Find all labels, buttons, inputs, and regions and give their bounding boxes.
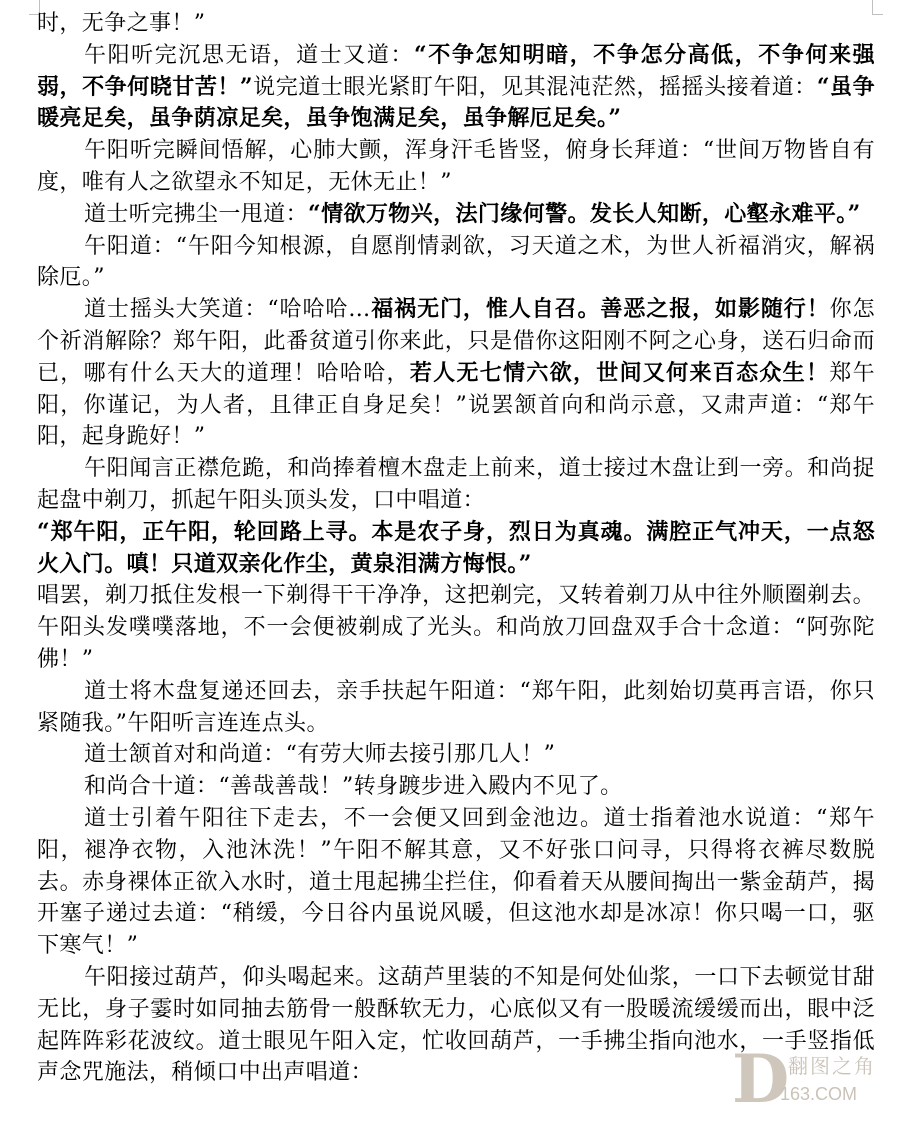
paragraph (37, 453, 875, 517)
bold-text-run: “虽争暖亮足矣，虽争荫凉足矣，虽争饱满足矣，虽争解厄足矣。” (37, 73, 876, 132)
text-run: 道士听完拂尘一甩道： (84, 201, 309, 227)
text-run: 郑午阳，你谨记，为人者，且律正自身足矣！”说罢颔首向和尚示意，又肃声道：“郑午阳，起身跪好！” (37, 360, 875, 450)
paragraph (37, 771, 875, 803)
text-run: 道士将木盘复递还回去，亲手扶起午阳道：“郑午阳，此刻始切莫再言语，你只紧随我。”午阳听言连连点头。 (37, 678, 875, 736)
text-run: 道士颔首对和尚道：“有劳大师去接引那几人！” (84, 742, 556, 768)
text-run: 午阳闻言正襟危跪，和尚捧着檀木盘走上前来，道士接过木盘让到一旁。和尚捉起盘中剃刀，抓起午阳头顶头发，口中唱道： (37, 456, 875, 513)
bold-text-run: “不争怎知明暗，不争怎分高低，不争何来强弱，不争何晓甘苦！” (37, 41, 876, 100)
paragraph (37, 803, 875, 962)
text-run: 唱罢，剃刀抵住发根一下剃得干干净净，这把剃完，又转着剃刀从中往外顺圈剃去。午阳头发噗噗落地，不一会便被剃成了光头。和尚放刀回盘双手合十念道：“阿弥陀佛！” (37, 583, 875, 672)
watermark-text: 翻图之角 (788, 1054, 876, 1078)
paragraph (37, 580, 875, 675)
bold-text-run: 若人无七情六欲，世间又何来百态众生！ (409, 359, 830, 386)
paragraph (37, 231, 875, 295)
text-run: 说完道士眼光紧盯午阳，见其混沌茫然，摇摇头接着道： (253, 74, 817, 100)
watermark-letter: D (732, 1040, 790, 1118)
paragraph (37, 739, 875, 771)
bold-text-run: 福祸无门，惟人自召。善恶之报，如影随行！ (370, 296, 830, 323)
text-run: 午阳道：“午阳今知根源，自愿削情剥欲，习天道之术，为世人祈福消灾，解祸除厄。” (37, 233, 875, 291)
text-run: 午阳接过葫芦，仰头喝起来。这葫芦里装的不知是何处仙浆，一口下去顿觉甘甜无比，身子霎时如同抽去筋骨一般酥软无力，心底似又有一股暖流缓缓而出，眼中泛起阵阵彩花波纹。道士眼见午阳入定，忙收回葫芦，一手拂尘指向池水，一手竖指低声念咒施法，稍倾口中出声唱道： (37, 964, 875, 1086)
text-run: 道士引着午阳往下走去，不一会便又回到金池边。道士指着池水说道：“郑午阳，褪净衣物，入池沐洗！”午阳不解其意，又不好张口问寻，只得将衣裤尽数脱去。赤身裸体正欲入水时，道士甩起拂尘拦住，仰看着天从腰间掏出一紫金葫芦，揭开塞子递过去道：“稍缓，今日谷内虽说风暖，但这池水却是冰凉！你只喝一口，驱下寒气！” (37, 805, 875, 959)
text-run: 你怎个祈消解除？郑午阳，此番贫道引你来此，只是借你这阳刚不阿之心身，送石归命而已，哪有什么天大的道理！哈哈哈， (37, 297, 875, 386)
bold-text-run: “郑午阳，正午阳，轮回路上寻。本是农子身，烈日为真魂。满腔正气冲天，一点怒火入门。嗔！只道双亲化作尘，黄泉泪满方悔恨。” (37, 518, 875, 577)
paragraph (37, 8, 875, 40)
watermark-url: 163.COM (780, 1084, 858, 1104)
paragraph (37, 676, 875, 740)
paragraph (37, 517, 875, 581)
paragraph (37, 199, 875, 231)
bold-text-run: “情欲万物兴，法门缘何警。发长人知断，心壑永难平。” (308, 200, 861, 227)
text-run: 午阳听完沉思无语，道士又道： (84, 42, 415, 68)
paragraph (37, 962, 875, 1089)
document-body (37, 8, 875, 1089)
text-run: 和尚合十道：“善哉善哉！”转身踱步进入殿内不见了。 (84, 774, 623, 800)
text-run: 道士摇头大笑道：“哈哈哈… (84, 297, 371, 323)
paragraph (37, 40, 875, 135)
paragraph (37, 294, 875, 453)
text-run: 时，无争之事！” (37, 11, 206, 36)
text-run: 午阳听完瞬间悟解，心肺大颤，浑身汗毛皆竖，俯身长拜道：“世间万物皆自有度，唯有人之欲望永不知足，无休无止！” (37, 138, 875, 195)
paragraph (37, 135, 875, 199)
